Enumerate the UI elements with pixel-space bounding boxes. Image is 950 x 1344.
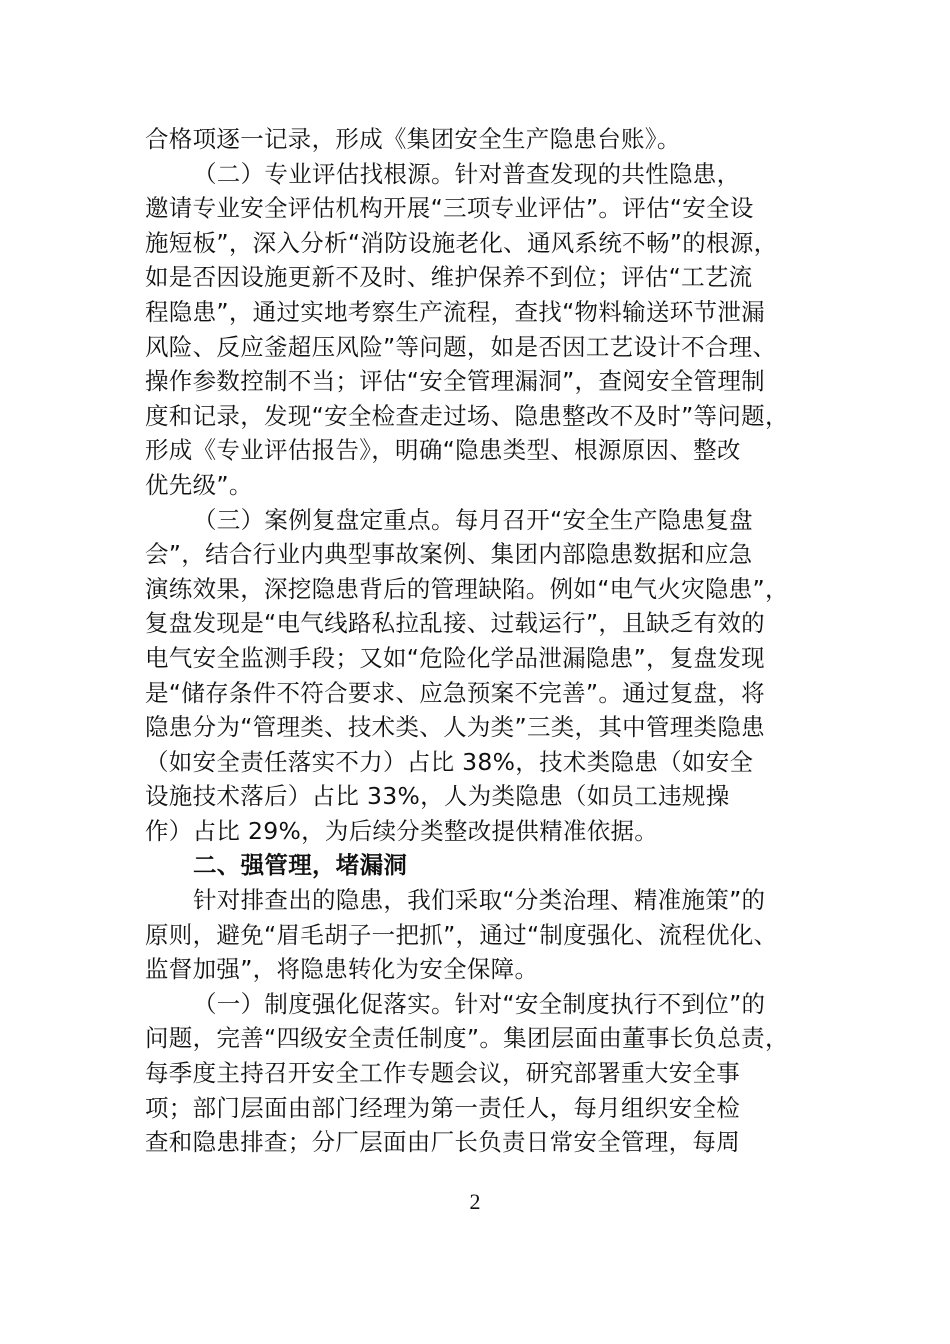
text-line: 隐患分为“管理类、技术类、人为类”三类，其中管理类隐患	[145, 713, 765, 742]
text-line: 如是否因设施更新不及时、维护保养不到位；评估“工艺流	[145, 263, 753, 292]
text-line: 针对排查出的隐患，我们采取“分类治理、精准施策”的	[193, 886, 766, 915]
text-line: 是“储存条件不符合要求、应急预案不完善”。通过复盘，将	[145, 678, 765, 707]
text-line: 合格项逐一记录，形成《集团安全生产隐患台账》。	[145, 125, 681, 153]
text-line: 操作参数控制不当；评估“安全管理漏洞”，查阅安全管理制	[145, 367, 765, 396]
text-line: （一）制度强化促落实。针对“安全制度执行不到位”的	[193, 989, 766, 1018]
text-line: 查和隐患排查；分厂层面由厂长负责日常安全管理，每周	[145, 1128, 740, 1157]
text-line: 设施技术落后）占比 33%，人为类隐患（如员工违规操	[145, 782, 730, 811]
body-text	[145, 122, 825, 1160]
text-line: 电气安全监测手段；又如“危险化学品泄漏隐患”，复盘发现	[145, 643, 765, 672]
text-line: 每季度主持召开安全工作专题会议，研究部署重大安全事	[145, 1059, 740, 1088]
section-heading: 二、强管理，堵漏洞	[193, 851, 408, 880]
page-number: 2	[469, 1189, 481, 1214]
text-line: 项；部门层面由部门经理为第一责任人，每月组织安全检	[145, 1093, 740, 1122]
text-line: 优先级”。	[145, 470, 253, 499]
text-line: （如安全责任落实不力）占比 38%，技术类隐患（如安全	[145, 747, 754, 776]
text-line: 复盘发现是“电气线路私拉乱接、过载运行”，且缺乏有效的	[145, 609, 765, 638]
text-line: 程隐患”，通过实地考察生产流程，查找“物料输送环节泄漏	[145, 297, 765, 326]
text-line: 邀请专业安全评估机构开展“三项专业评估”。评估“安全设	[145, 194, 754, 223]
text-line: 演练效果，深挖隐患背后的管理缺陷。例如“电气火灾隐患”，	[145, 574, 789, 603]
text-line: 风险、反应釜超压风险”等问题，如是否因工艺设计不合理、	[145, 332, 777, 361]
text-line: 度和记录，发现“安全检查走过场、隐患整改不及时”等问题，	[145, 401, 789, 430]
text-line: 会”，结合行业内典型事故案例、集团内部隐患数据和应急	[145, 540, 753, 569]
text-line: 问题，完善“四级安全责任制度”。集团层面由董事长负总责，	[145, 1024, 789, 1053]
text-line: 施短板”，深入分析“消防设施老化、通风系统不畅”的根源，	[145, 228, 778, 257]
text-line: 原则，避免“眉毛胡子一把抓”，通过“制度强化、流程优化、	[145, 920, 778, 949]
text-line: 监督加强”，将隐患转化为安全保障。	[145, 955, 539, 984]
text-line: （二）专业评估找根源。针对普查发现的共性隐患，	[193, 159, 741, 188]
text-line: （三）案例复盘定重点。每月召开“安全生产隐患复盘	[193, 505, 753, 534]
text-line: 形成《专业评估报告》，明确“隐患类型、根源原因、整改	[145, 436, 741, 465]
text-line: 作）占比 29%，为后续分类整改提供精准依据。	[145, 816, 659, 845]
